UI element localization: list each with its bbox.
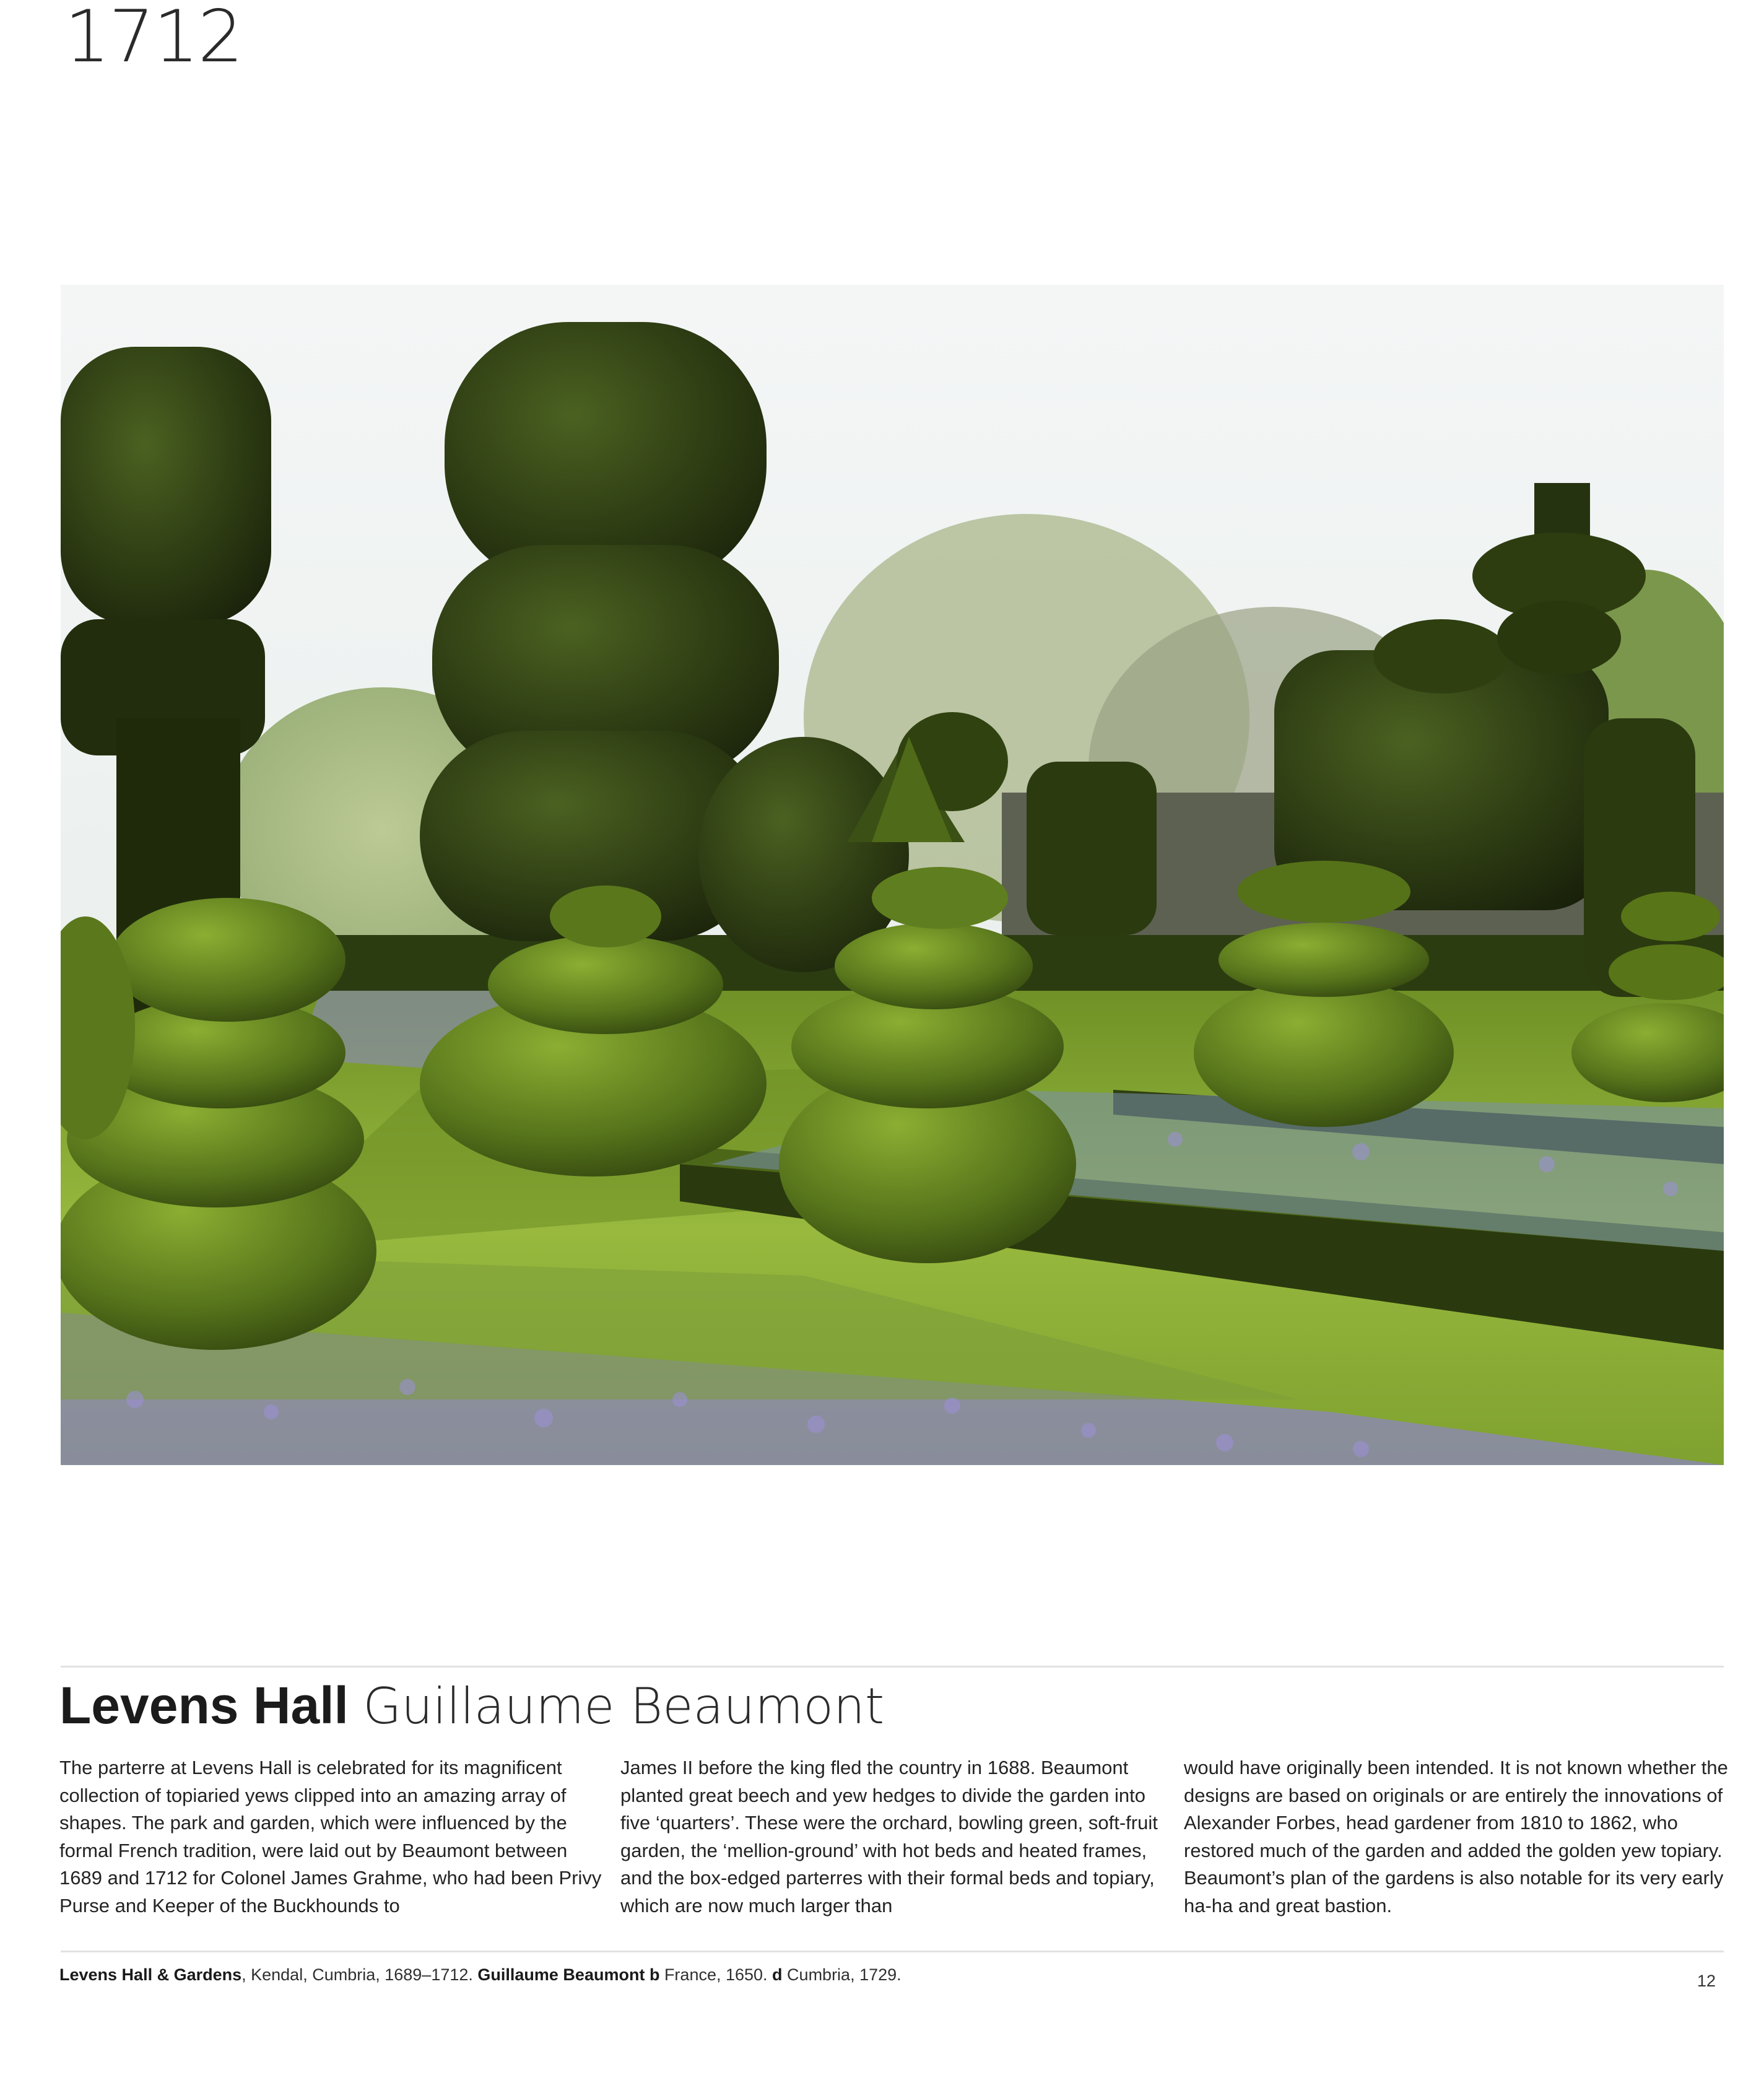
building-name: Levens Hall xyxy=(59,1676,349,1734)
top-divider xyxy=(61,1666,1724,1668)
page-year: 1712 xyxy=(64,0,243,79)
bottom-divider xyxy=(61,1951,1724,1952)
credit-died: Cumbria, 1729. xyxy=(782,1965,902,1984)
credit-work-details: , Kendal, Cumbria, 1689–1712. xyxy=(241,1965,478,1984)
body-column-2: James II before the king fled the country in 1688. Beaumont planted great beech and yew hedges to divide the garden into five ‘quarters’. These were the orchard, bowling green, soft-fruit garden, the ‘mellion-ground’ with hot beds and heated frames, and the box-edged parterres with their formal beds and topiary, which are now much larger than xyxy=(620,1757,1158,1916)
topiary-garden-photo xyxy=(61,285,1724,1465)
credit-architect: Guillaume Beaumont xyxy=(477,1965,645,1984)
body-column-3: would have originally been intended. It is not known whether the designs are based on originals or are entirely the innovations of Alexander Forbes, head gardener from 1810 to 1862, who restored much of the garden and added the golden yew topiary. Beaumont’s plan of the gardens is also notable for its very early ha-ha and great bastion. xyxy=(1184,1757,1728,1916)
garden-illustration xyxy=(61,285,1724,1465)
caption-credit xyxy=(59,1965,902,1985)
credit-work: Levens Hall & Gardens xyxy=(59,1965,242,1984)
credit-born: France, 1650. xyxy=(659,1965,773,1984)
architect-name: Guillaume Beaumont xyxy=(363,1677,885,1735)
credit-died-label: d xyxy=(772,1965,783,1984)
credit-born-label: b xyxy=(645,1965,660,1984)
article-title xyxy=(59,1674,884,1738)
page-number: 12 xyxy=(1697,1972,1716,1990)
body-column-1: The parterre at Levens Hall is celebrated for its magnificent collection of topiaried yews clipped into an amazing array of shapes. The park and garden, which were influenced by the formal French tradition, were laid out by Beaumont between 1689 and 1712 for Colonel James Grahme, who had been Privy Purse and Keeper of the Buckhounds to xyxy=(59,1757,602,1916)
